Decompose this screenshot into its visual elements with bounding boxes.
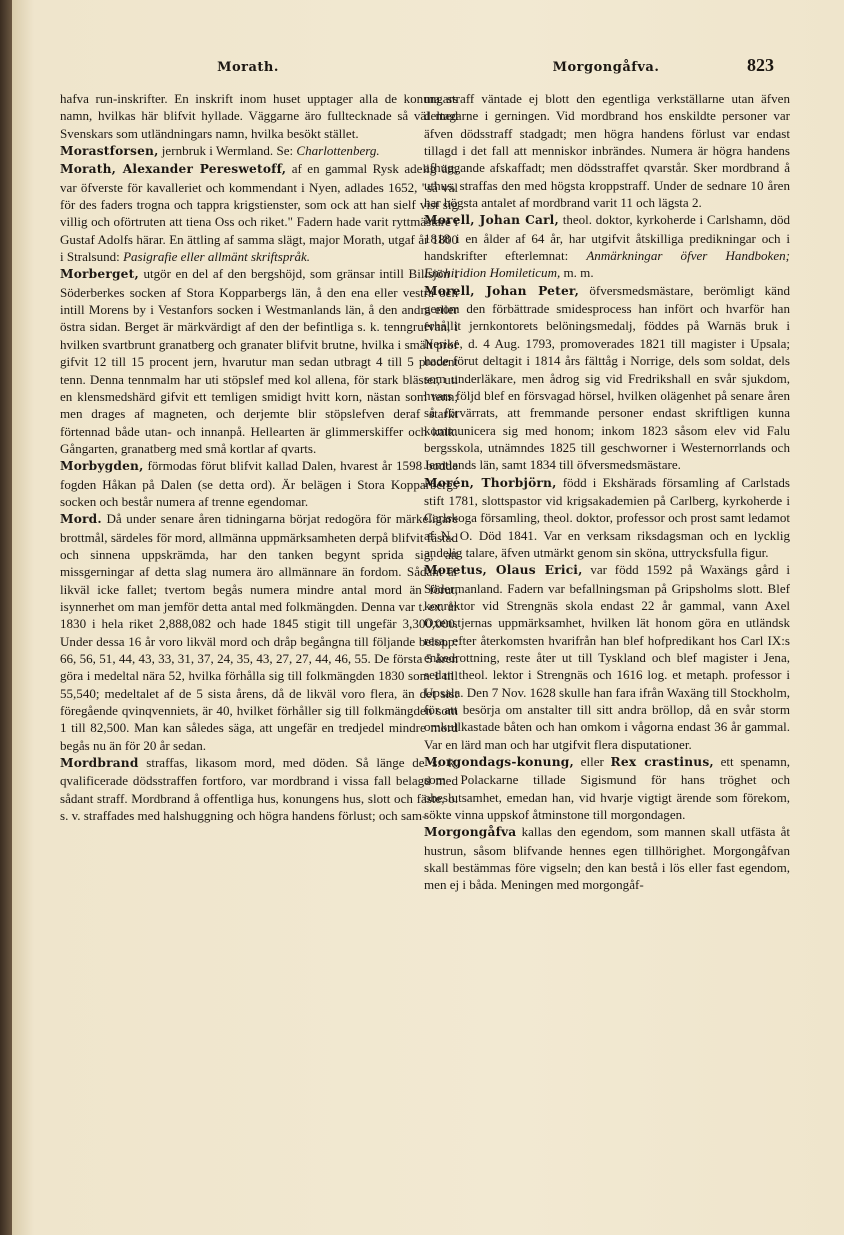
headword: Morell, Johan Carl,: [424, 213, 559, 228]
headword: Morgongåfva: [424, 825, 517, 840]
headword: Morgondags-konung,: [424, 755, 574, 770]
entry-continuation: hafva run-inskrifter. En inskrift inom huset upptager alla de konungars namn, hvilkas här blifvit hyllade. Väggarne äro fulltecknade så väl med Svenskars som utländningars namn, hvilka besökt stället.: [60, 91, 458, 141]
book-page: [12, 0, 844, 1235]
entry-mordbrand: Mordbrand straffas, likasom mord, med döden. Så länge de s. k. qvalificerade dödsstraffen fortforo, var mordbrand i vissa fall belagd med sådant straff. Mordbrand å offentliga hus, konungens hus, slott och fäste, o. s. v. straffades med halshuggning och högra handens förlust; och sam-: [60, 755, 458, 824]
headword: Mordbrand: [60, 756, 139, 771]
entry-morberget: Morberget, utgör en del af den bergshöjd, som gränsar intill Billsjön i Söderberkes socken af Stora Kopparbergs län, å den ena eller vestra och intill Morens by i Vestanfors socken i Westmanlands län, å den andra eller östra sidan. Berget är märkvärdigt af den der befintliga s. k. tenngrufvan, i hvilken svartbrunt granatberg och granater blifvit brutne, hvilka i smält prof gifvit 12 till 15 procent jern, hvarutur man sedan utbragt 4 till 5 procent tenn. Denna tennmalm har uti stöpslef med kol allena, för stark bläster, uti en klensmedshärd gifvit ett temligen smidigt hvitt korn, nästan som tenn; men drages af magneten, och derjemte blir stöpslefven deraf starkt förtennad både utan- och innanpå. Hellearten är glimmerskiffer och kalk. Gångarten, granatberg med små kortlar af qvarts.: [60, 266, 458, 456]
book-gutter: [0, 0, 12, 1235]
entry-morath: Morath, Alexander Pereswetoff, af en gammal Rysk adelig ätt, var öfverste för kavalleriet och kommendant i Nyen, adlades 1652, "så väl för des faders trogna och tappra krigstienster, som ock att han sielf vist sig villig och oförtruten att tiena Oss och riket." Fadern hade varit ryttmästare i Gustaf Adolfs härar. En ättling af samma slägt, major Morath, utgaf år 1800 i Stralsund: Pasigrafie eller allmänt skriftspråk.: [60, 161, 459, 265]
headword: Mord.: [60, 512, 102, 527]
entry-mord: Mord. Då under senare åren tidningarna börjat redogöra för märkeligare brottmål, särdeles för mord, allmänna uppmärksamheten derpå blifvit fästad och sinnena uppskrämda, har den tanken begynt sprida sig, att missgerningar af detta slag numera äro allmännare än fordom. Sådant är likväl icke fallet; tvertom begås numera mindre antal mord än förut, isynnerhet om man jemför detta antal med folkmängden. Denna var t. ex. år 1830 i hela riket 2,888,082 och hade 1845 stigit till ungefär 3,300,000. Under dessa 16 år voro likväl mord och dråp begångna till följande belopp: 66, 56, 51, 44, 43, 33, 31, 37, 24, 35, 43, 27, 27, 44, 46, 55. De första 5 åren göra i medeltal nära 52, hvilka förhålla sig till folkmängden 1830 som 1 till 55,540; medeltalet af de 5 sista årens, då de likväl voro flera, än det sist föregående qvinqvenniets, är 40, hvilket förhåller sig till folkmängden som 1 till 82,500. Man kan således säga, att ungefär en tredjedel mindre mord begås nu än för 20 år sedan.: [60, 511, 458, 753]
headword: Morbygden,: [60, 459, 144, 474]
headword: Morén, Thorbjörn,: [424, 475, 557, 490]
page-number: 823: [747, 55, 774, 75]
entry-morgongafva: Morgongåfva kallas den egendom, som mannen skall utfästa åt hustrun, såsom blifvande hennes egen tillhörighet. Morgongåfvan skall bestämmas före vigseln; den kan bestå i lös eller fast egendom, men ej i båda. Meningen med morgongåf-: [424, 824, 790, 893]
entry-morgondags-konung: Morgondags-konung, eller Rex crastinus, ett spenamn, som Polackarne tillade Sigismund för hans tröghet och obeslutsamhet, emedan han, vid hvarje vigtigt ärende som förekom, sökte vinna uppskof åtminstone till morgondagen.: [424, 754, 790, 823]
entry-morell-johan-peter: Morell, Johan Peter, öfversmedsmästare, berömligt känd genom den förbättrade smidesprocess han infört och hvarför han erhållit jernkontorets belöningsmedalj, föddes på Warnäs bruk i Nerike, d. 4 Aug. 1793, promoverades 1821 till magister i Upsala; hade förut deltagit i 1814 års fälttåg i Norrige, dels som soldat, dels som underläkare, men ådrog sig vid Fredrikshall en svår sjukdom, hvars följd blef en försvagad hörsel, hvilken olägenhet på senare åren så förvärrats, att fremmande personer endast skriftligen kunna kommunicera sig med honom; inkom 1823 såsom elev vid Falu bergsskola, utnämndes 1825 till geschworner i Westernorrlands och Jemtlands län, samt 1834 till öfversmedsmästare.: [424, 282, 790, 473]
running-header-right: Morgongåfva.: [552, 60, 660, 75]
entry-morbygden: Morbygden, förmodas förut blifvit kallad Dalen, hvarest år 1598 bodde fogden Håkan på Dalen (se detta ord). Är belägen i Stora Kopparbergs socken och består numera af trenne egendomar.: [60, 458, 458, 509]
running-header-left: Morath.: [217, 60, 279, 75]
headword: Morberget,: [60, 267, 139, 282]
headword: Morastforsen,: [60, 144, 159, 159]
entry-morell-johan-carl: Morell, Johan Carl, theol. doktor, kyrkoherde i Carlshamn, död 1818 i en ålder af 64 år, har utgifvit åtskilliga predikningar och i handskrifter efterlemnat: Anmärkningar öfver Handboken; Enchiridion Homileticum, m. m.: [424, 212, 790, 281]
right-column: [424, 90, 790, 894]
entry-continuation: ma straff väntade ej blott den egentliga verkställarne utan äfven deltagarne i gerningen. Vid mordbrand hos enskildte personer var äfven dödsstraff stadgadt; men högra handens förlust var endast tillagd i det fall att menniskor inbrändes. Numera är högra handens afhuggande afskaffadt; men dödsstraffet qvarstår. Sker mordbrand å uthus, straffas den med högsta kroppstraff. Under de sednare 10 åren har högsta antalet af mordbrand varit 11 och lägsta 2.: [424, 91, 790, 211]
headword: Moretus, Olaus Erici,: [424, 563, 583, 578]
entry-moretus-olaus: Moretus, Olaus Erici, var född 1592 på Waxängs gård i Södermanland. Fadern var befallningsman på Gripsholms slott. Blef konrektor vid Strengnäs skola endast 22 år gammal, vann Axel Oxenstjernas uppmärksamhet, hvilken lät honom göra en utländsk resa, efter återkomsten hvarifrån han blef hofpredikant hos Carl IX:s enkedrottning, reste åter ut till Tyskland och blef magister i Jena, sedan theol. lektor i Strengnäs och 1616 log. et metaph. professor i Upsala. Den 7 Nov. 1628 skulle han fara ifrån Waxäng till Stockholm, för att besörja om anstalter till sitt andra bröllop, då en svår storm omkullkastade båten och han omkom i vågorna endast 36 år gammal. Var en lärd man och har utgifvit flera disputationer.: [424, 562, 791, 752]
left-column: [60, 90, 458, 824]
entry-moren-thorbjorn: Morén, Thorbjörn, född i Ekshärads församling af Carlstads stift 1781, slottspastor vid krigsakademien på Carlberg, kyrkoherde i Carlskoga församling, theol. doktor, professor och prost samt ledamot af N. O. Död 1841. Var en verksam riksdagsman och en lycklig andelig talare, äfven utmärkt genom sin sköna, uttrycksfulla figur.: [424, 474, 790, 560]
headword: Morath, Alexander Pereswetoff,: [60, 162, 287, 177]
headword: Rex crastinus,: [610, 755, 714, 770]
headword: Morell, Johan Peter,: [424, 283, 580, 298]
entry-morastforsen: Morastforsen, jernbruk i Wermland. Se: Charlottenberg.: [60, 143, 380, 159]
